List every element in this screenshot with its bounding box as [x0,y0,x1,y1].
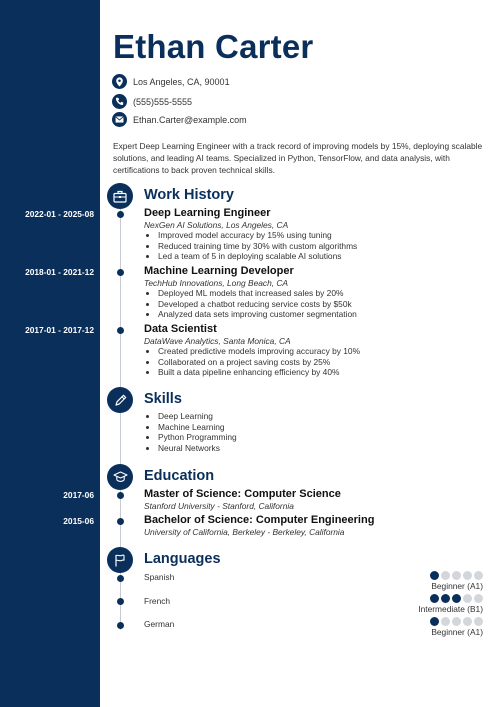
language-level-meter [430,571,483,591]
education-date: 2017-06 [63,490,94,500]
proficiency-dot-empty [441,617,450,626]
proficiency-label: Beginner (A1) [431,581,483,591]
list-item: • Neural Networks [158,443,237,454]
list-item: • Python Programming [158,432,237,443]
education-date: 2015-06 [63,516,94,526]
timeline-dot [117,622,124,629]
envelope-icon [112,112,127,127]
timeline-dot [117,327,124,334]
proficiency-label: Intermediate (B1) [418,604,483,614]
proficiency-dot-filled [430,594,439,603]
proficiency-dot-empty [463,617,472,626]
timeline-dot [117,518,124,525]
school-name: University of California, Berkeley - Berkeley, California [144,527,345,537]
contact-location [112,74,230,89]
proficiency-dot-filled [441,594,450,603]
job-entry [144,265,357,320]
proficiency-dots [430,594,483,603]
job-title: Deep Learning Engineer [144,207,271,219]
list-item: • Machine Learning [158,422,237,433]
job-dates: 2022-01 - 2025-08 [25,209,94,219]
proficiency-dots [430,617,483,626]
timeline-dot [117,598,124,605]
email-link[interactable]: Ethan.Carter@example.com [133,114,247,125]
education-entry [144,488,341,511]
pen-icon [107,387,133,413]
proficiency-dot-empty [474,594,483,603]
map-pin-icon [112,74,127,89]
list-item: • Reduced training time by 30% with custom algorithms [158,241,357,252]
degree-title: Master of Science: Computer Science [144,488,341,500]
proficiency-dot-filled [430,571,439,580]
proficiency-dot-empty [452,571,461,580]
language-name: Spanish [144,572,175,582]
proficiency-dot-filled [430,617,439,626]
proficiency-dot-empty [474,617,483,626]
phone-icon [112,94,127,109]
list-item: • Deployed ML models that increased sales by 20% [158,288,357,299]
briefcase-icon [107,183,133,209]
section-title-education: Education [144,468,215,484]
list-item: • Collaborated on a project saving costs by 25% [158,357,360,368]
timeline-dot [117,269,124,276]
language-name: German [144,619,175,629]
language-level-meter [418,594,483,614]
contact-phone [112,94,192,109]
timeline-dot [117,211,124,218]
list-item: • Improved model accuracy by 15% using tuning [158,230,357,241]
list-item: • Deep Learning [158,411,237,422]
proficiency-dot-empty [463,594,472,603]
flag-icon [107,547,133,573]
list-item: • Built a data pipeline enhancing efficiency by 40% [158,367,360,378]
job-bullets [144,288,357,320]
timeline-dot [117,492,124,499]
education-entry [144,514,374,537]
contact-email [112,112,247,127]
list-item: • Led a team of 5 in deploying scalable AI solutions [158,251,357,262]
list-item: • Developed a chatbot reducing service costs by $50k [158,299,357,310]
section-title-work-history: Work History [144,187,234,203]
job-bullets [144,346,360,378]
degree-title: Bachelor of Science: Computer Engineering [144,514,375,526]
job-company: DataWave Analytics, Santa Monica, CA [144,336,291,346]
list-item: • Created predictive models improving accuracy by 10% [158,346,360,357]
job-entry [144,207,357,262]
language-level-meter [430,617,483,637]
proficiency-dot-filled [452,594,461,603]
proficiency-dots [430,571,483,580]
list-item: • Analyzed data sets improving customer segmentation [158,309,357,320]
timeline-dot [117,575,124,582]
section-title-languages: Languages [144,551,221,567]
proficiency-label: Beginner (A1) [431,627,483,637]
job-dates: 2018-01 - 2021-12 [25,267,94,277]
proficiency-dot-empty [441,571,450,580]
language-name: French [144,596,171,606]
proficiency-dot-empty [452,617,461,626]
job-company: TechHub Innovations, Long Beach, CA [144,278,289,288]
location-text: Los Angeles, CA, 90001 [133,76,230,87]
professional-summary: Expert Deep Learning Engineer with a track record of improving models by 15%, deploying scalable solutions, and leading AI teams. Specialized in Python, TensorFlow, and data analysis, with certifications to back proven technical skills. [113,141,483,175]
phone-text: (555)555-5555 [133,96,193,107]
graduation-cap-icon [107,464,133,490]
school-name: Stanford University - Stanford, California [144,501,294,511]
job-title: Machine Learning Developer [144,265,294,277]
job-bullets [144,230,357,262]
sidebar [0,0,100,707]
skills-list [144,411,237,453]
proficiency-dot-empty [463,571,472,580]
proficiency-dot-empty [474,571,483,580]
job-dates: 2017-01 - 2017-12 [25,325,94,335]
job-title: Data Scientist [144,323,217,335]
candidate-name: Ethan Carter [113,28,314,65]
job-entry [144,323,360,378]
job-company: NexGen AI Solutions, Los Angeles, CA [144,220,289,230]
section-title-skills: Skills [144,391,182,407]
